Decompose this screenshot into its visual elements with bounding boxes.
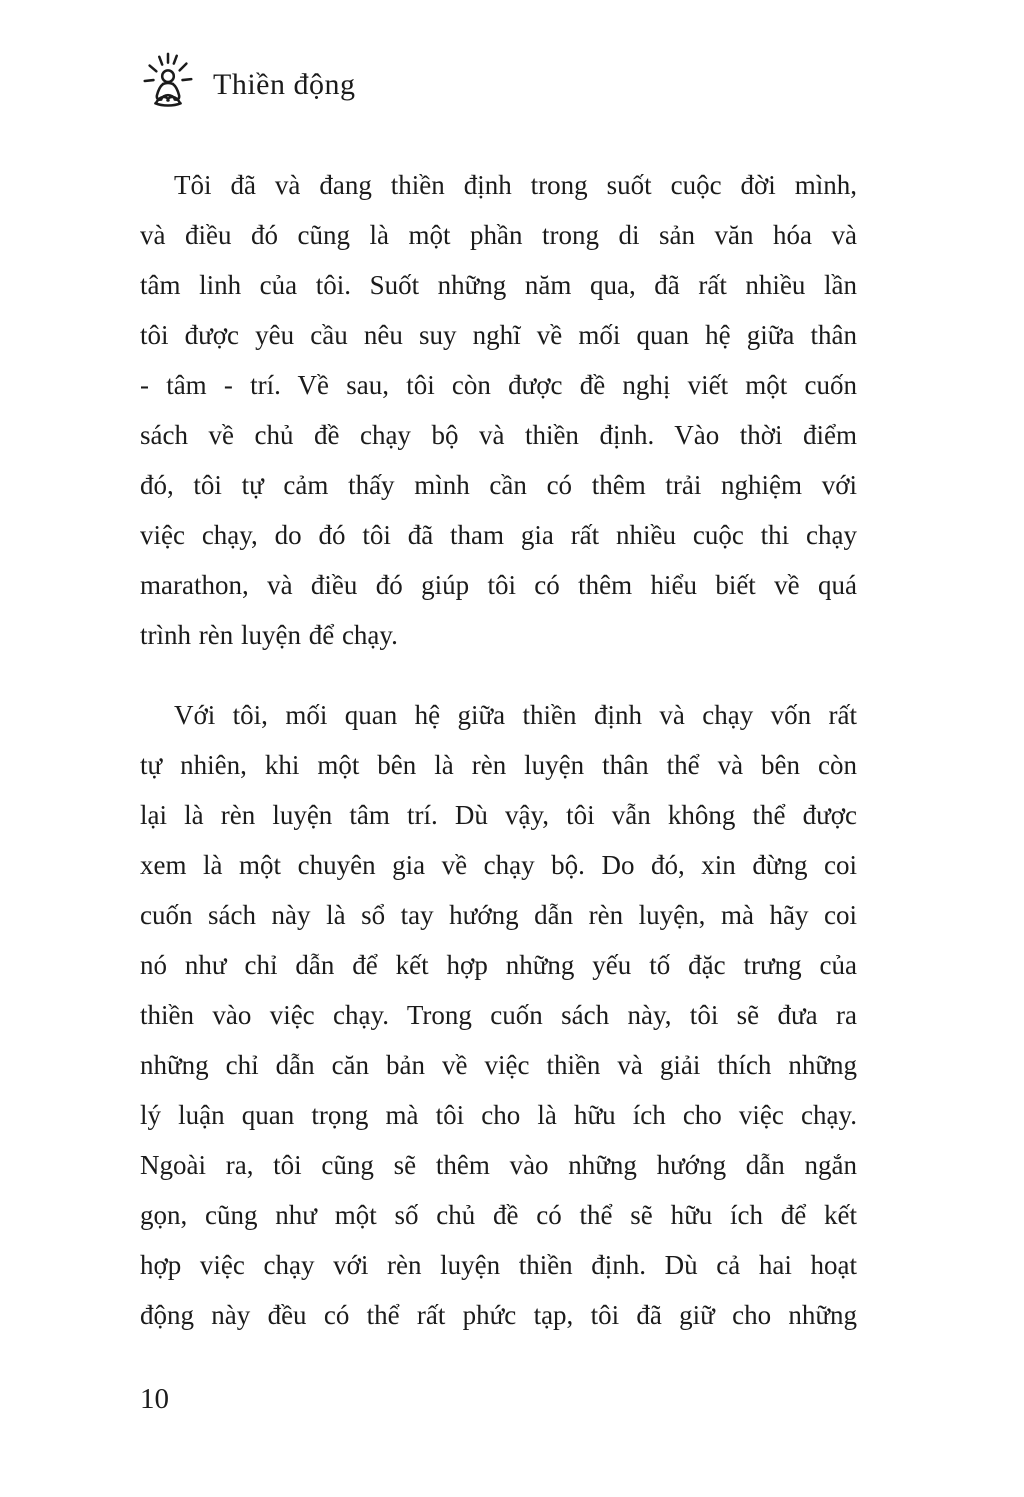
text-line: Ngoài ra, tôi cũng sẽ thêm vào những hướng dẫn ngắn <box>140 1150 857 1180</box>
text-line: marathon, và điều đó giúp tôi có thêm hiểu biết về quá <box>140 570 857 600</box>
text-line: gọn, cũng như một số chủ đề có thể sẽ hữu ích để kết <box>140 1200 857 1230</box>
text-line: nó như chỉ dẫn để kết hợp những yếu tố đặc trưng của <box>140 950 857 980</box>
text-line: sách về chủ đề chạy bộ và thiền định. Vào thời điểm <box>140 420 857 450</box>
text-line: tôi được yêu cầu nêu suy nghĩ về mối quan hệ giữa thân <box>140 320 857 350</box>
text-line: hợp việc chạy với rèn luyện thiền định. Dù cả hai hoạt <box>140 1250 857 1280</box>
paragraph <box>140 690 857 1340</box>
text-line: trình rèn luyện để chạy. <box>140 620 398 650</box>
header <box>137 50 355 114</box>
text-line: động này đều có thể rất phức tạp, tôi đã giữ cho những <box>140 1300 857 1330</box>
text-line: Tôi đã và đang thiền định trong suốt cuộc đời mình, <box>174 170 857 200</box>
brand-title: Thiền động <box>213 68 356 101</box>
text-line: Với tôi, mối quan hệ giữa thiền định và chạy vốn rất <box>174 700 857 730</box>
text-line: lại là rèn luyện tâm trí. Dù vậy, tôi vẫn không thể được <box>140 800 857 830</box>
text-line: tự nhiên, khi một bên là rèn luyện thân thể và bên còn <box>140 750 857 780</box>
meditation-icon <box>137 50 199 114</box>
text-line: - tâm - trí. Về sau, tôi còn được đề nghị viết một cuốn <box>140 370 857 400</box>
text-line: đó, tôi tự cảm thấy mình cần có thêm trải nghiệm với <box>140 470 857 500</box>
text-line: những chỉ dẫn căn bản về việc thiền và giải thích những <box>140 1050 857 1080</box>
page-number: 10 <box>140 1383 169 1415</box>
text-block <box>140 160 857 1340</box>
text-line: việc chạy, do đó tôi đã tham gia rất nhiều cuộc thi chạy <box>140 520 857 550</box>
paragraph <box>140 160 857 660</box>
text-line: thiền vào việc chạy. Trong cuốn sách này, tôi sẽ đưa ra <box>140 1000 857 1030</box>
text-line: xem là một chuyên gia về chạy bộ. Do đó, xin đừng coi <box>140 850 857 880</box>
text-line: và điều đó cũng là một phần trong di sản văn hóa và <box>140 220 857 250</box>
text-line: tâm linh của tôi. Suốt những năm qua, đã rất nhiều lần <box>140 270 857 300</box>
text-line: lý luận quan trọng mà tôi cho là hữu ích cho việc chạy. <box>140 1100 857 1130</box>
text-line: cuốn sách này là sổ tay hướng dẫn rèn luyện, mà hãy coi <box>140 900 857 930</box>
